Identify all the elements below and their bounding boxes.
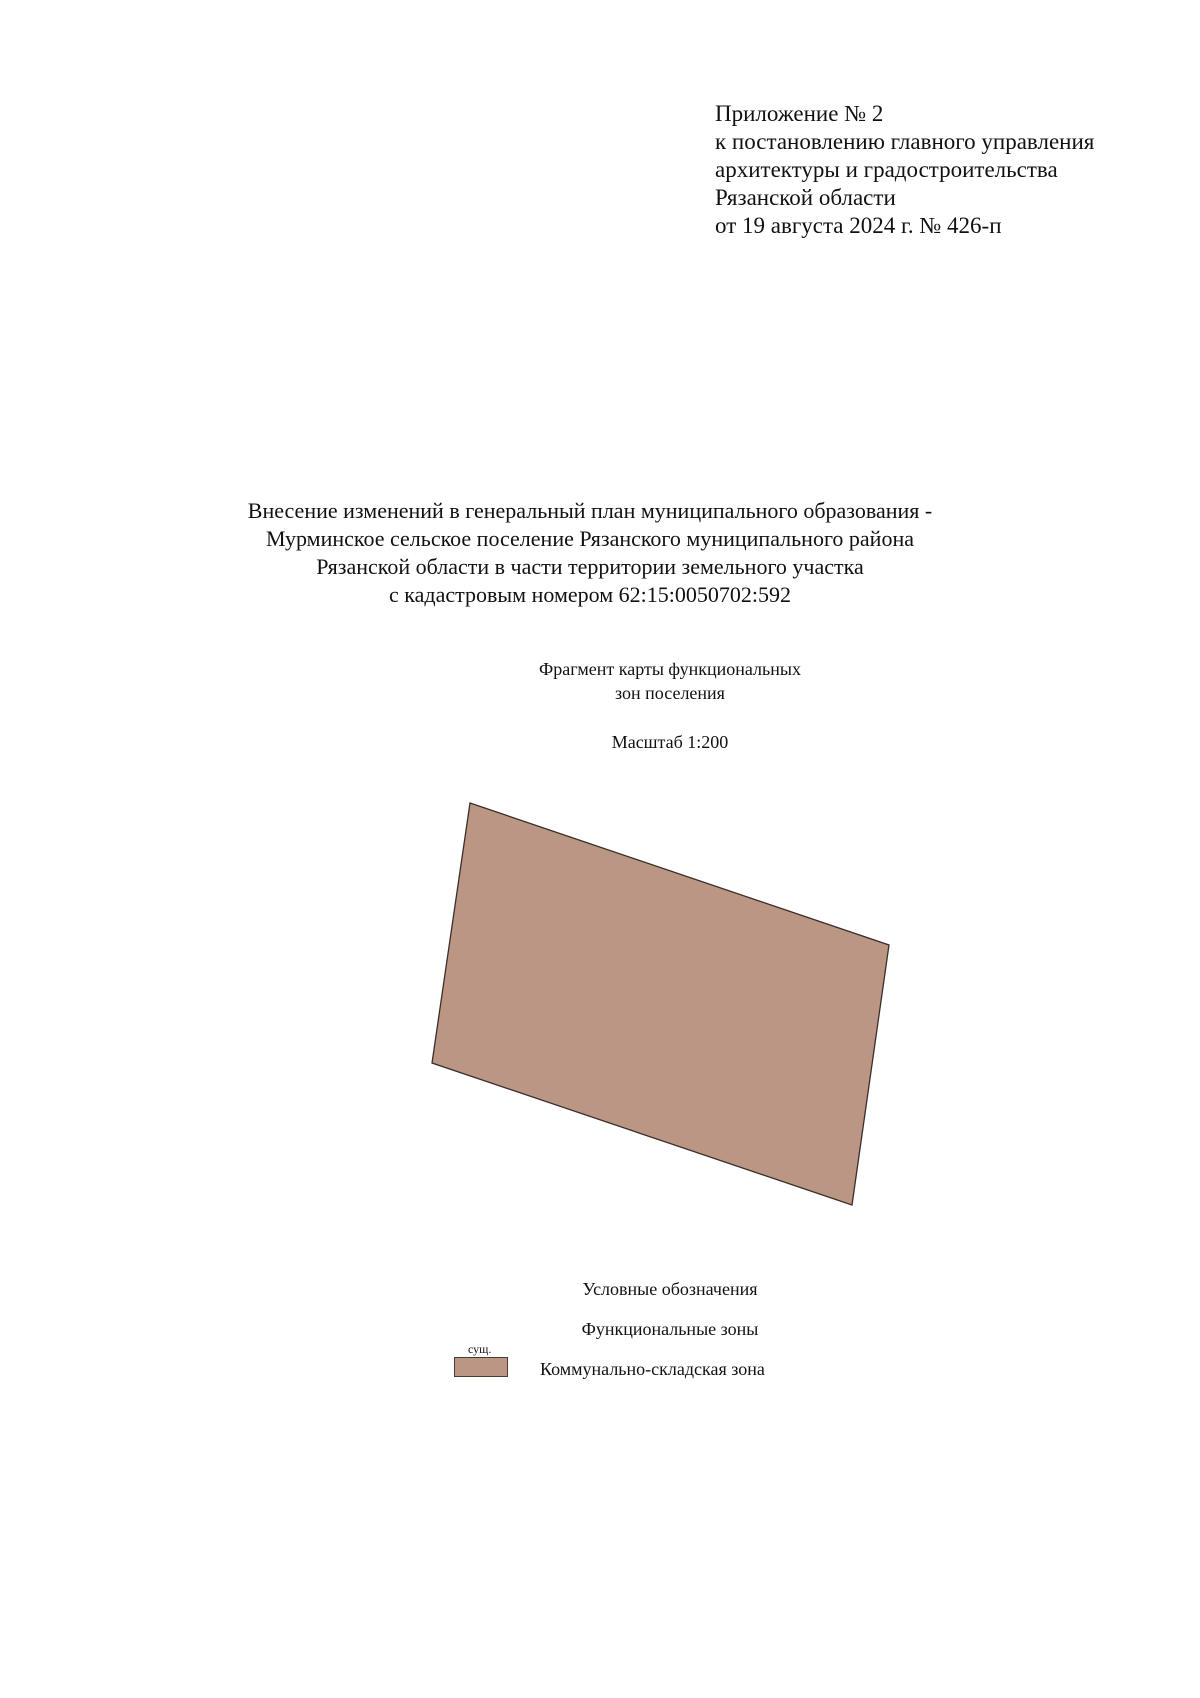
appendix-line: Приложение № 2 [715, 101, 884, 126]
land-plot-zone [432, 803, 889, 1205]
legend-subtitle: Функциональные зоны [581, 1319, 759, 1339]
title-line: Мурминское сельское поселение Рязанского муниципального района [265, 526, 914, 551]
map-scale: Масштаб 1:200 [611, 732, 729, 752]
title-line: с кадастровым номером 62:15:0050702:592 [389, 582, 791, 607]
appendix-line: к постановлению главного управления [715, 129, 1095, 154]
legend-title: Условные обозначения [582, 1279, 758, 1299]
legend-swatch-caption: сущ. [468, 1342, 492, 1356]
legend-swatch [454, 1357, 508, 1377]
fragment-title-line: зон поселения [615, 683, 725, 703]
fragment-title-line: Фрагмент карты функциональных [539, 659, 801, 679]
legend-item-label: Коммунально-складская зона [540, 1359, 765, 1379]
appendix-line: Рязанской области [715, 185, 896, 210]
title-line: Внесение изменений в генеральный план муниципального образования - [247, 498, 933, 523]
appendix-line: от 19 августа 2024 г. № 426-п [715, 213, 1002, 238]
title-line: Рязанской области в части территории земельного участка [316, 554, 864, 579]
appendix-line: архитектуры и градостроительства [715, 157, 1058, 182]
